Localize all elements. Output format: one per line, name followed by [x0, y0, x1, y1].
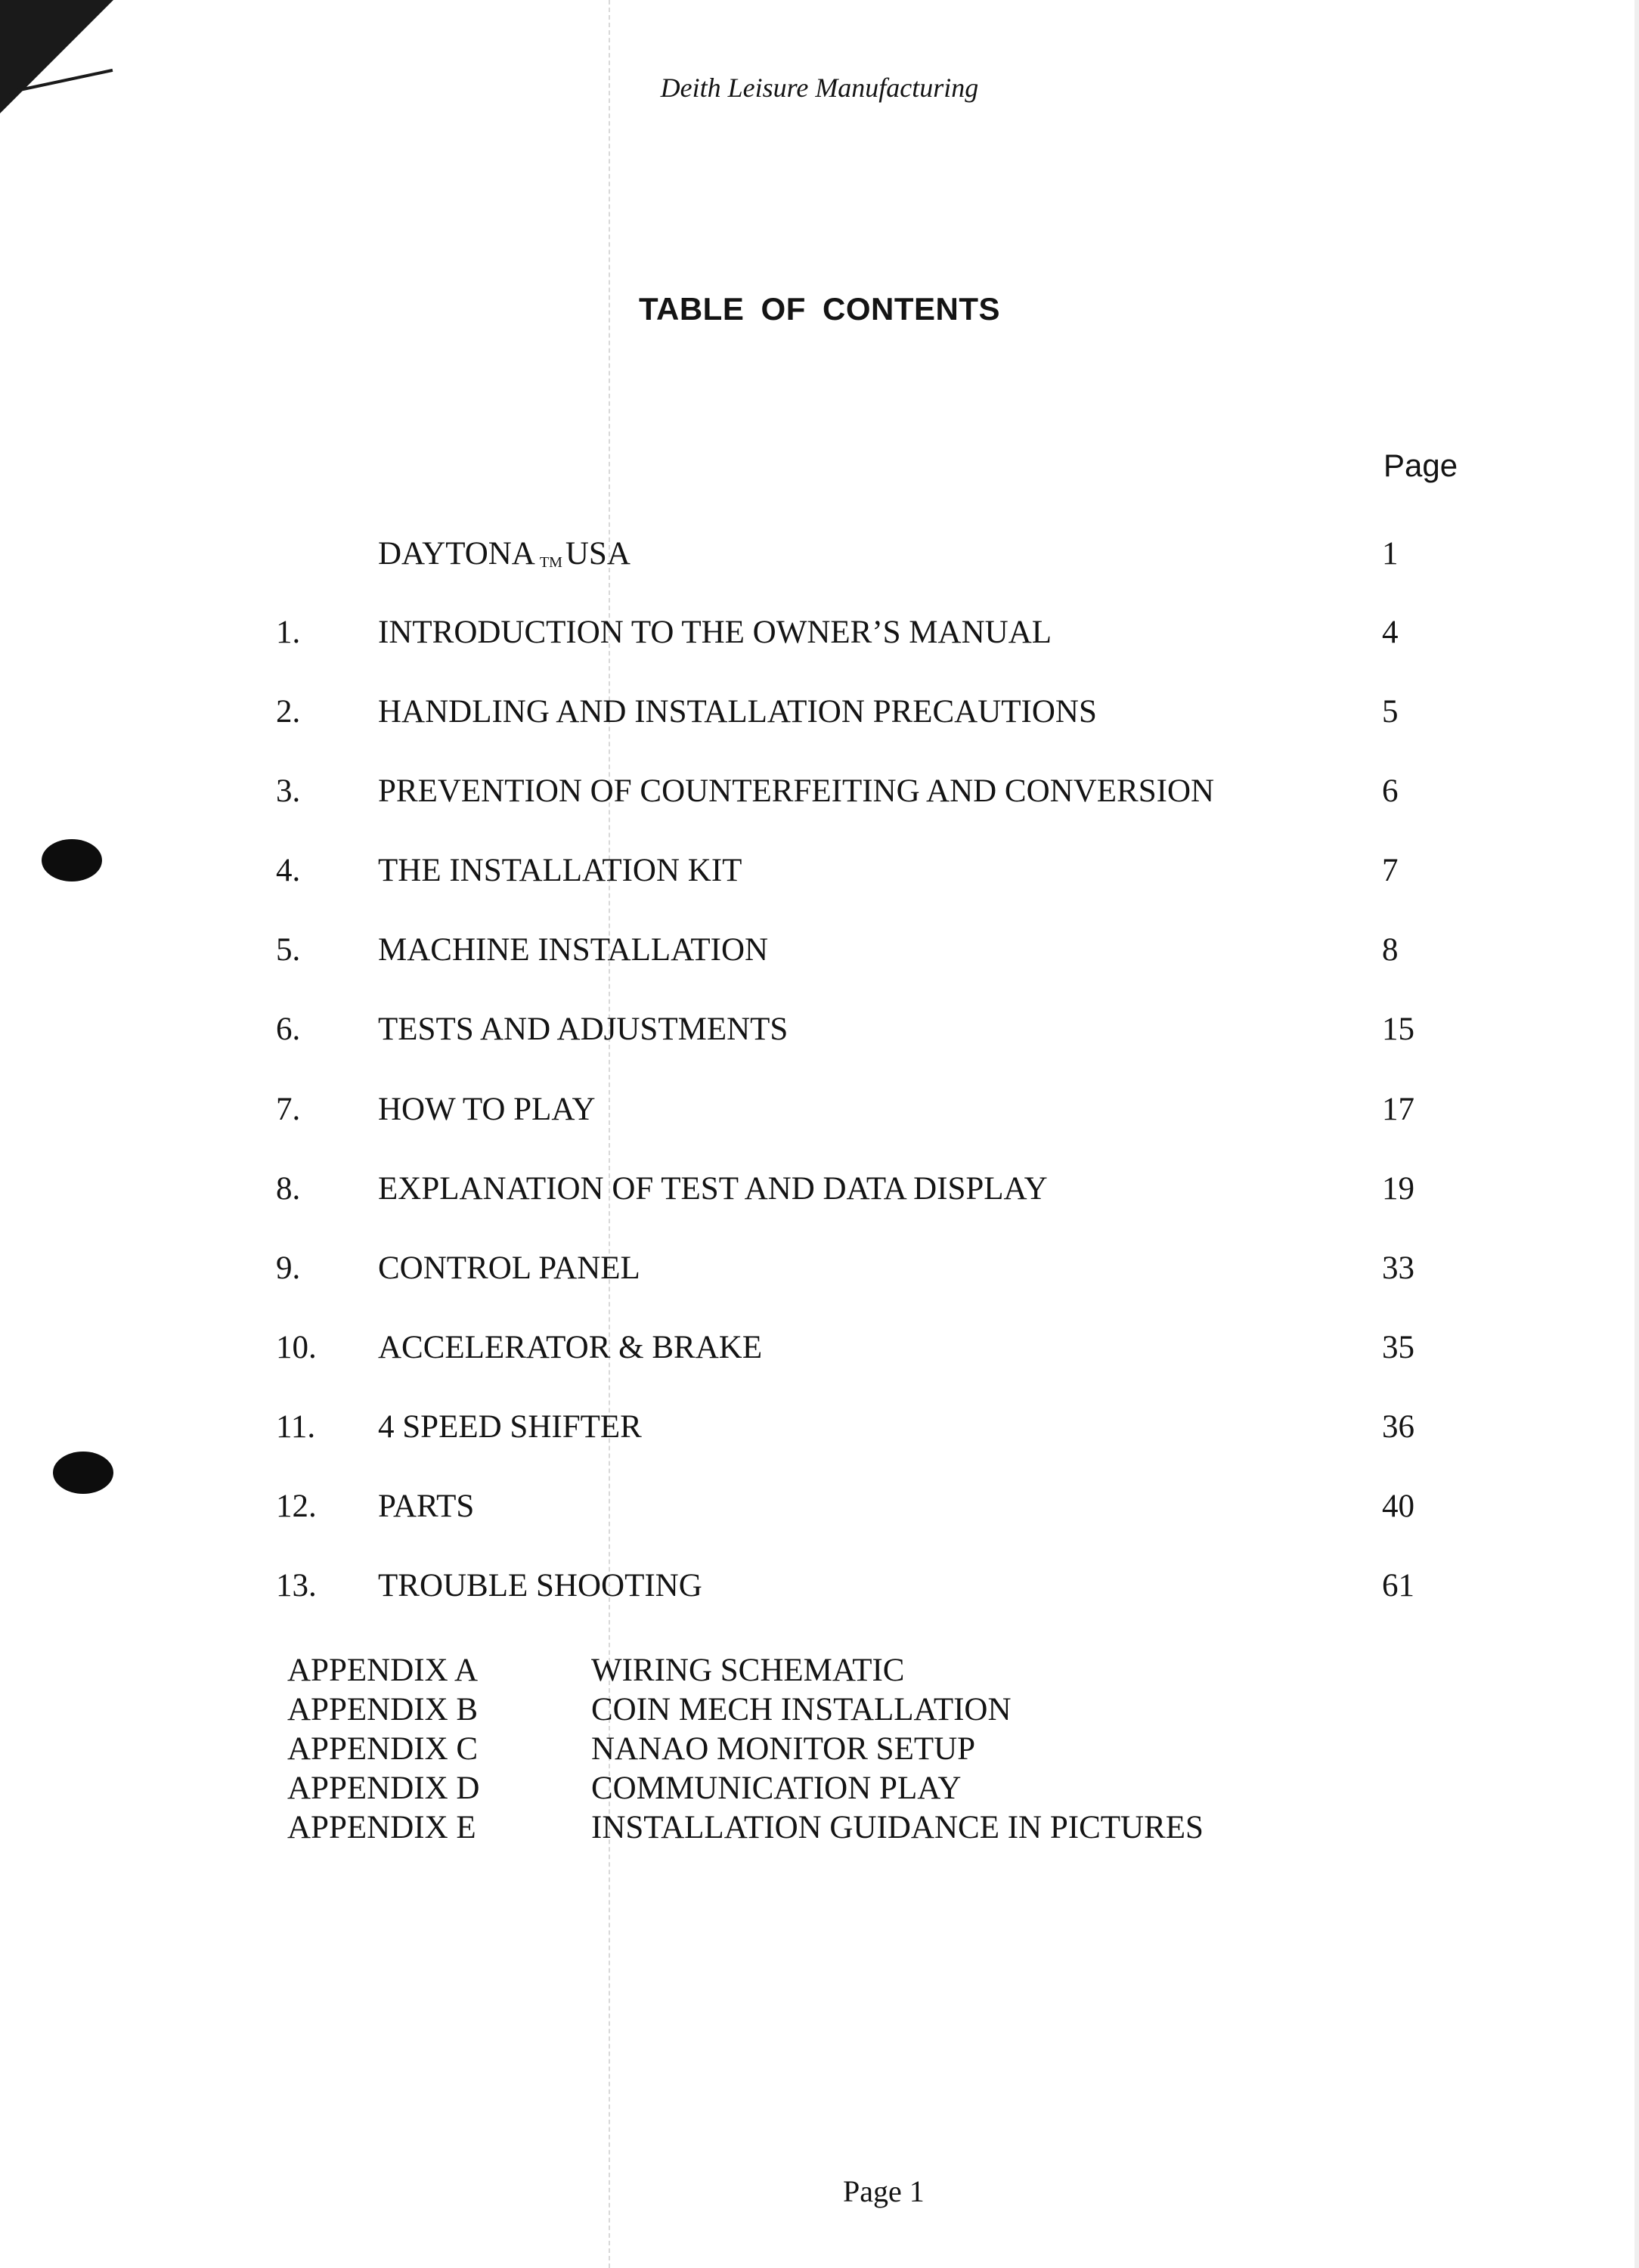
toc-entry-number: 13.	[276, 1568, 317, 1603]
toc-entry-number: 1.	[276, 615, 301, 650]
toc-entry	[0, 1250, 1639, 1295]
toc-entry	[0, 773, 1639, 818]
toc-entry-page: 8	[1382, 932, 1399, 968]
toc-entry-title: EXPLANATION OF TEST AND DATA DISPLAY	[378, 1171, 1048, 1207]
toc-entry-title: THE INSTALLATION KIT	[378, 853, 742, 888]
toc-entry-page: 61	[1382, 1568, 1414, 1603]
appendix-entry	[0, 1770, 1639, 1811]
toc-entry	[0, 614, 1639, 659]
toc-entry	[0, 1011, 1639, 1056]
company-header: Deith Leisure Manufacturing	[660, 73, 979, 103]
toc-entry-page: 15	[1382, 1012, 1414, 1047]
toc-entry-number: 6.	[276, 1012, 301, 1047]
toc-entry-number: 8.	[276, 1171, 301, 1207]
appendix-entry	[0, 1809, 1639, 1851]
toc-entry-number: 12.	[276, 1489, 317, 1524]
appendix-title: INSTALLATION GUIDANCE IN PICTURES	[591, 1810, 1204, 1845]
toc-entry-page: 36	[1382, 1409, 1414, 1445]
toc-entry-page: 4	[1382, 615, 1399, 650]
toc-entry	[0, 1408, 1639, 1454]
toc-entry-page: 35	[1382, 1330, 1414, 1365]
appendix-label: APPENDIX D	[287, 1771, 480, 1806]
toc-entry-page: 40	[1382, 1489, 1414, 1524]
toc-entry-title: HOW TO PLAY	[378, 1092, 596, 1127]
toc-entry-number: 5.	[276, 932, 301, 968]
toc-entry-page: 1	[1382, 536, 1399, 572]
toc-entry-title: ACCELERATOR & BRAKE	[378, 1330, 763, 1365]
toc-entry-page: 6	[1382, 773, 1399, 809]
toc-entry-title: CONTROL PANEL	[378, 1250, 640, 1286]
page-number-footer: Page 1	[843, 2174, 925, 2208]
toc-entry	[0, 1567, 1639, 1613]
toc-entry-page: 33	[1382, 1250, 1414, 1286]
toc-entry-title: INTRODUCTION TO THE OWNER’S MANUAL	[378, 615, 1052, 650]
toc-entry-number: 11.	[276, 1409, 316, 1445]
trademark-symbol: TM	[539, 554, 562, 571]
toc-entry-number: 7.	[276, 1092, 301, 1127]
toc-entry	[0, 693, 1639, 739]
appendix-title: WIRING SCHEMATIC	[591, 1653, 905, 1688]
toc-entry-number: 3.	[276, 773, 301, 809]
toc-entry	[0, 1488, 1639, 1533]
toc-entry	[0, 852, 1639, 897]
toc-entry-title: HANDLING AND INSTALLATION PRECAUTIONS	[378, 694, 1097, 730]
appendix-title: NANAO MONITOR SETUP	[591, 1731, 976, 1767]
toc-entry-title-suffix: USA	[565, 536, 631, 572]
toc-entry-page: 5	[1382, 694, 1399, 730]
toc-entry	[0, 931, 1639, 977]
appendix-label: APPENDIX B	[287, 1692, 479, 1727]
toc-entry-page: 19	[1382, 1171, 1414, 1207]
toc-entry-title: 4 SPEED SHIFTER	[378, 1409, 642, 1445]
toc-entry-title: MACHINE INSTALLATION	[378, 932, 769, 968]
toc-entry-title-main: DAYTONA	[378, 536, 535, 572]
appendix-label: APPENDIX A	[287, 1653, 479, 1688]
appendix-label: APPENDIX E	[287, 1810, 476, 1845]
toc-entry	[0, 1329, 1639, 1374]
toc-entry-title	[378, 535, 631, 572]
toc-entry-daytona	[0, 535, 1639, 581]
page-title: TABLE OF CONTENTS	[638, 291, 1001, 327]
page-column-label: Page	[1383, 448, 1458, 483]
toc-entry	[0, 1170, 1639, 1216]
appendix-entry	[0, 1730, 1639, 1772]
toc-entry-page: 17	[1382, 1092, 1414, 1127]
toc-entry-title: TROUBLE SHOOTING	[378, 1568, 702, 1603]
toc-entry-number: 4.	[276, 853, 301, 888]
toc-entry-title: PREVENTION OF COUNTERFEITING AND CONVERSION	[378, 773, 1215, 809]
appendix-entry	[0, 1652, 1639, 1693]
appendix-title: COMMUNICATION PLAY	[591, 1771, 962, 1806]
appendix-title: COIN MECH INSTALLATION	[591, 1692, 1012, 1727]
toc-entry	[0, 1091, 1639, 1136]
toc-entry-number: 2.	[276, 694, 301, 730]
toc-entry-title: PARTS	[378, 1489, 475, 1524]
appendix-entry	[0, 1691, 1639, 1733]
toc-entry-number: 10.	[276, 1330, 317, 1365]
toc-entry-page: 7	[1382, 853, 1399, 888]
appendix-label: APPENDIX C	[287, 1731, 479, 1767]
toc-entry-title: TESTS AND ADJUSTMENTS	[378, 1012, 789, 1047]
toc-entry-number: 9.	[276, 1250, 301, 1286]
